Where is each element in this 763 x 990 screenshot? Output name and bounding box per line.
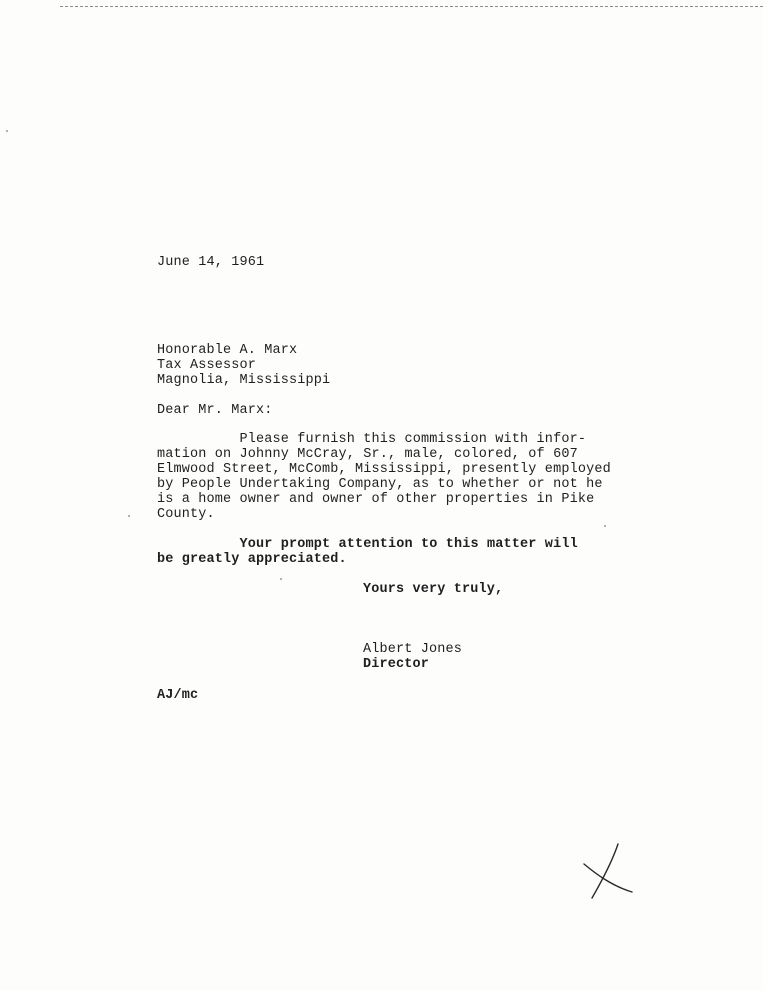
signer-name: Albert Jones xyxy=(363,642,463,657)
paragraph-1-line: County. xyxy=(157,507,215,522)
signer-title: Director xyxy=(363,657,430,672)
paper-speck xyxy=(6,130,8,132)
paragraph-1-line: Please furnish this commission with infor- xyxy=(157,432,587,447)
recipient-location: Magnolia, Mississippi xyxy=(157,373,331,388)
x-mark-icon xyxy=(580,842,636,900)
paragraph-1-line: is a home owner and owner of other properties in Pike xyxy=(157,492,595,507)
letter-date: June 14, 1961 xyxy=(157,255,265,270)
page-top-edge xyxy=(60,0,763,7)
paragraph-1-line: mation on Johnny McCray, Sr., male, colored, of 607 xyxy=(157,447,578,462)
paragraph-1-line: by People Undertaking Company, as to whether or not he xyxy=(157,477,603,492)
paragraph-2-line: Your prompt attention to this matter will xyxy=(157,537,578,552)
paper-speck xyxy=(280,578,282,580)
paper-speck xyxy=(128,515,130,517)
paragraph-2-line: be greatly appreciated. xyxy=(157,552,347,567)
paragraph-1-line: Elmwood Street, McComb, Mississippi, presently employed xyxy=(157,462,611,477)
closing: Yours very truly, xyxy=(363,582,504,597)
salutation: Dear Mr. Marx: xyxy=(157,403,273,418)
recipient-name: Honorable A. Marx xyxy=(157,343,298,358)
reference-initials: AJ/mc xyxy=(157,688,199,703)
recipient-title: Tax Assessor xyxy=(157,358,257,373)
paper-speck xyxy=(604,525,606,527)
